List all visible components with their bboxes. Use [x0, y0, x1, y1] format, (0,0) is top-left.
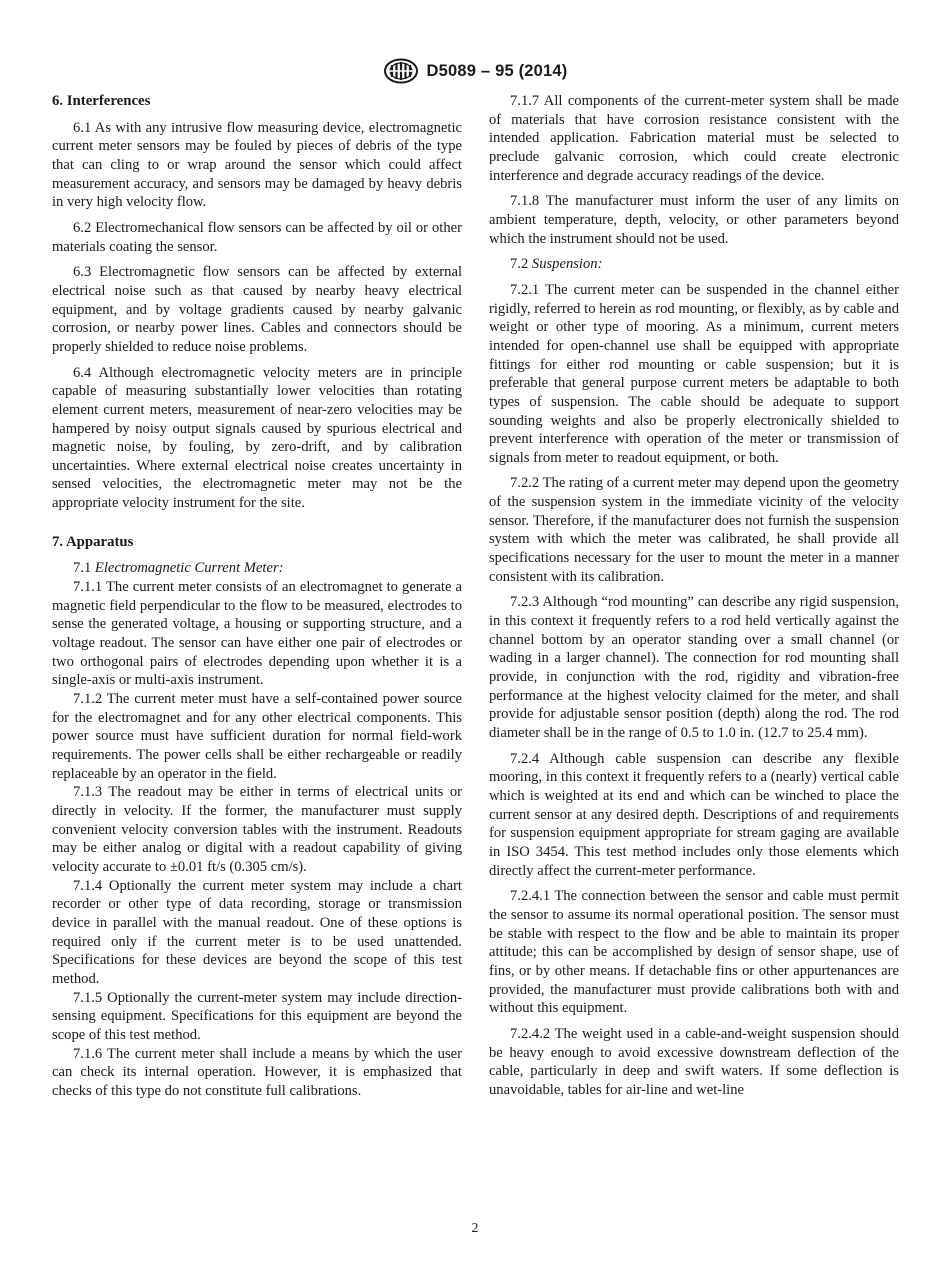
paragraph-6-4: 6.4 Although electromagnetic velocity meters are in principle capable of measuring substantially lower velocities than rotating element current meters, measurement of near-zero velocities may be hampered by noisy output signals caused by spurious electrical and magnetic noise, by fouling, by zero-drift, and by calibration uncertainties. Where external electrical noise creates uncertainty in sensed velocities, the electromagnetic meter may not be the appropriate velocity instrument for the site. [52, 364, 462, 512]
paragraph-7-2-title: Suspension: [531, 256, 603, 273]
paragraph-7-1-2: 7.1.2 The current meter must have a self-contained power source for the electromagnet and for any other electrical components. This power source must have sufficient duration for normal field-work requirements. The power cells shall be either rechargeable or readily replaceable by an operator in the field. [52, 691, 462, 782]
paragraph-6-1: 6.1 As with any intrusive flow measuring device, electromagnetic current meter sensors may be fouled by pieces of debris of the type that can cling to or wrap around the sensor which could affect measurement accuracy, and sensors may be damaged by heavy debris in very high velocity flow. [52, 119, 462, 211]
paragraph-7-2-4-1: 7.2.4.1 The connection between the sensor and cable must permit the sensor to assume its normal operational position. The sensor must be stable with respect to the flow and be able to maintain its proper attitude; this can be accomplished by design of sensor shape, use of fins, or by other means. If detachable fins or other appurtenances are provided, the manufacturer must provide calibrations both with and without this equipment. [489, 888, 899, 1017]
paragraph-6-3: 6.3 Electromagnetic flow sensors can be affected by external electrical noise such as that caused by nearby heavy electrical equipment, and by voltage gradients caused by nearby galvanic corrosion, or nearby power lines. Cables and connectors should be properly shielded to reduce noise problems. [52, 264, 462, 355]
standard-designation: D5089 – 95 (2014) [426, 61, 568, 80]
paragraph-7-2 [489, 255, 899, 274]
page-number: 2 [471, 1221, 479, 1236]
paragraph-7-2-number: 7.2 [510, 256, 529, 273]
paragraph-7-1-5: 7.1.5 Optionally the current-meter system may include direction-sensing equipment. Specifications for this equipment are beyond the scope of this test method. [52, 989, 462, 1043]
paragraph-7-2-2: 7.2.2 The rating of a current meter may depend upon the geometry of the suspension system in the immediate vicinity of the velocity sensor. Therefore, if the manufacturer does not furnish the suspension system with which the meter was calibrated, he shall provide all specifications necessary for the user to mount the meter in a manner consistent with its calibration. [489, 475, 899, 585]
paragraph-7-2-3: 7.2.3 Although “rod mounting” can describe any rigid suspension, in this context it frequently refers to a rod held vertically against the channel bottom by an operator standing over a small channel (or wading in a larger channel). The connection for rod mounting shall provide, in conjunction with the rod, rigidity and vibration-free performance at the highest velocity claimed for the meter, and shall provide for adjustable sensor position (depth) along the rod. The rod diameter shall be in the range of 0.5 to 1.0 in. (12.7 to 25.4 mm). [489, 594, 899, 741]
paragraph-7-1-8: 7.1.8 The manufacturer must inform the user of any limits on ambient temperature, depth, velocity, or other parameters beyond which the instrument should not be used. [489, 193, 899, 247]
paragraph-6-2: 6.2 Electromechanical flow sensors can be affected by oil or other materials coating the sensor. [52, 219, 462, 255]
paragraph-7-1-1: 7.1.1 The current meter consists of an electromagnet to generate a magnetic field perpendicular to the flow to be measured, electrodes to sense the generated voltage, a housing or supporting structure, and a voltage readout. The sensor can have either one pair of electrodes or two orthogonal pairs of electrodes depending upon whether it is a single-axis or multi-axis instrument. [52, 579, 462, 689]
paragraph-7-1-number: 7.1 [73, 560, 92, 577]
paragraph-7-2-4-2: 7.2.4.2 The weight used in a cable-and-weight suspension should be heavy enough to avoid excessive downstream deflection of the cable, particularly in deep and swift waters. If some deflection is unavoidable, tables for air-line and wet-line [489, 1025, 899, 1098]
paragraph-7-1-7: 7.1.7 All components of the current-meter system shall be made of materials that have corrosion resistance consistent with the intended application. Fabrication material must be selected to preclude galvanic corrosion, which could create electronic interference and degrade accuracy readings of the device. [489, 93, 899, 184]
section-heading-interferences: 6. Interferences [52, 93, 151, 109]
section-heading-apparatus: 7. Apparatus [52, 533, 134, 550]
left-column [52, 92, 462, 1100]
page-header [0, 58, 950, 84]
astm-logo-icon [383, 58, 419, 84]
paragraph-7-1 [52, 559, 462, 578]
paragraph-7-1-3: 7.1.3 The readout may be either in terms of electrical units or directly in velocity. If the former, the manufacturer must supply convenient velocity conversion tables with the instrument. Readouts may be either analog or digital with a readout capability of giving velocity accurate to ±0.01 ft/s (0.305 cm/s). [52, 784, 462, 875]
paragraph-7-1-title: Electromagnetic Current Meter: [94, 560, 284, 577]
paragraph-7-2-1: 7.2.1 The current meter can be suspended in the channel either rigidly, referred to herein as rod mounting, or flexibly, as by cable and weight or other type of mooring. As a minimum, current meters intended for open-channel use shall be equipped with appropriate fittings for either rod mounting or cable suspension; but it is preferable that general purpose current meters be adaptable to both types of suspension. The cable should be adequate to support sounding weights and also be properly electronically shielded to prevent interference with operation of the meter or transmission of signals from meter to readout equipment, or both. [489, 281, 899, 466]
paragraph-7-1-6: 7.1.6 The current meter shall include a means by which the user can check its internal operation. However, it is emphasized that checks of this type do not constitute full calibrations. [52, 1045, 462, 1099]
right-column [489, 92, 899, 1106]
paragraph-7-2-4: 7.2.4 Although cable suspension can describe any flexible mooring, in this context it frequently refers to a (nearly) vertical cable which is weighted at its end and which can be winched to place the current sensor at any desired depth. Descriptions of and requirements for suspension equipment appropriate for stream gaging are available in ISO 3454. This test method includes only those elements which directly affect the current-meter performance. [489, 750, 899, 879]
paragraph-7-1-4: 7.1.4 Optionally the current meter system may include a chart recorder or other type of data recording, storage or transmission device in parallel with the manual readout. One of these options is required only if the current meter is to be used unattended. Specifications for these devices are beyond the scope of this test method. [52, 877, 462, 987]
